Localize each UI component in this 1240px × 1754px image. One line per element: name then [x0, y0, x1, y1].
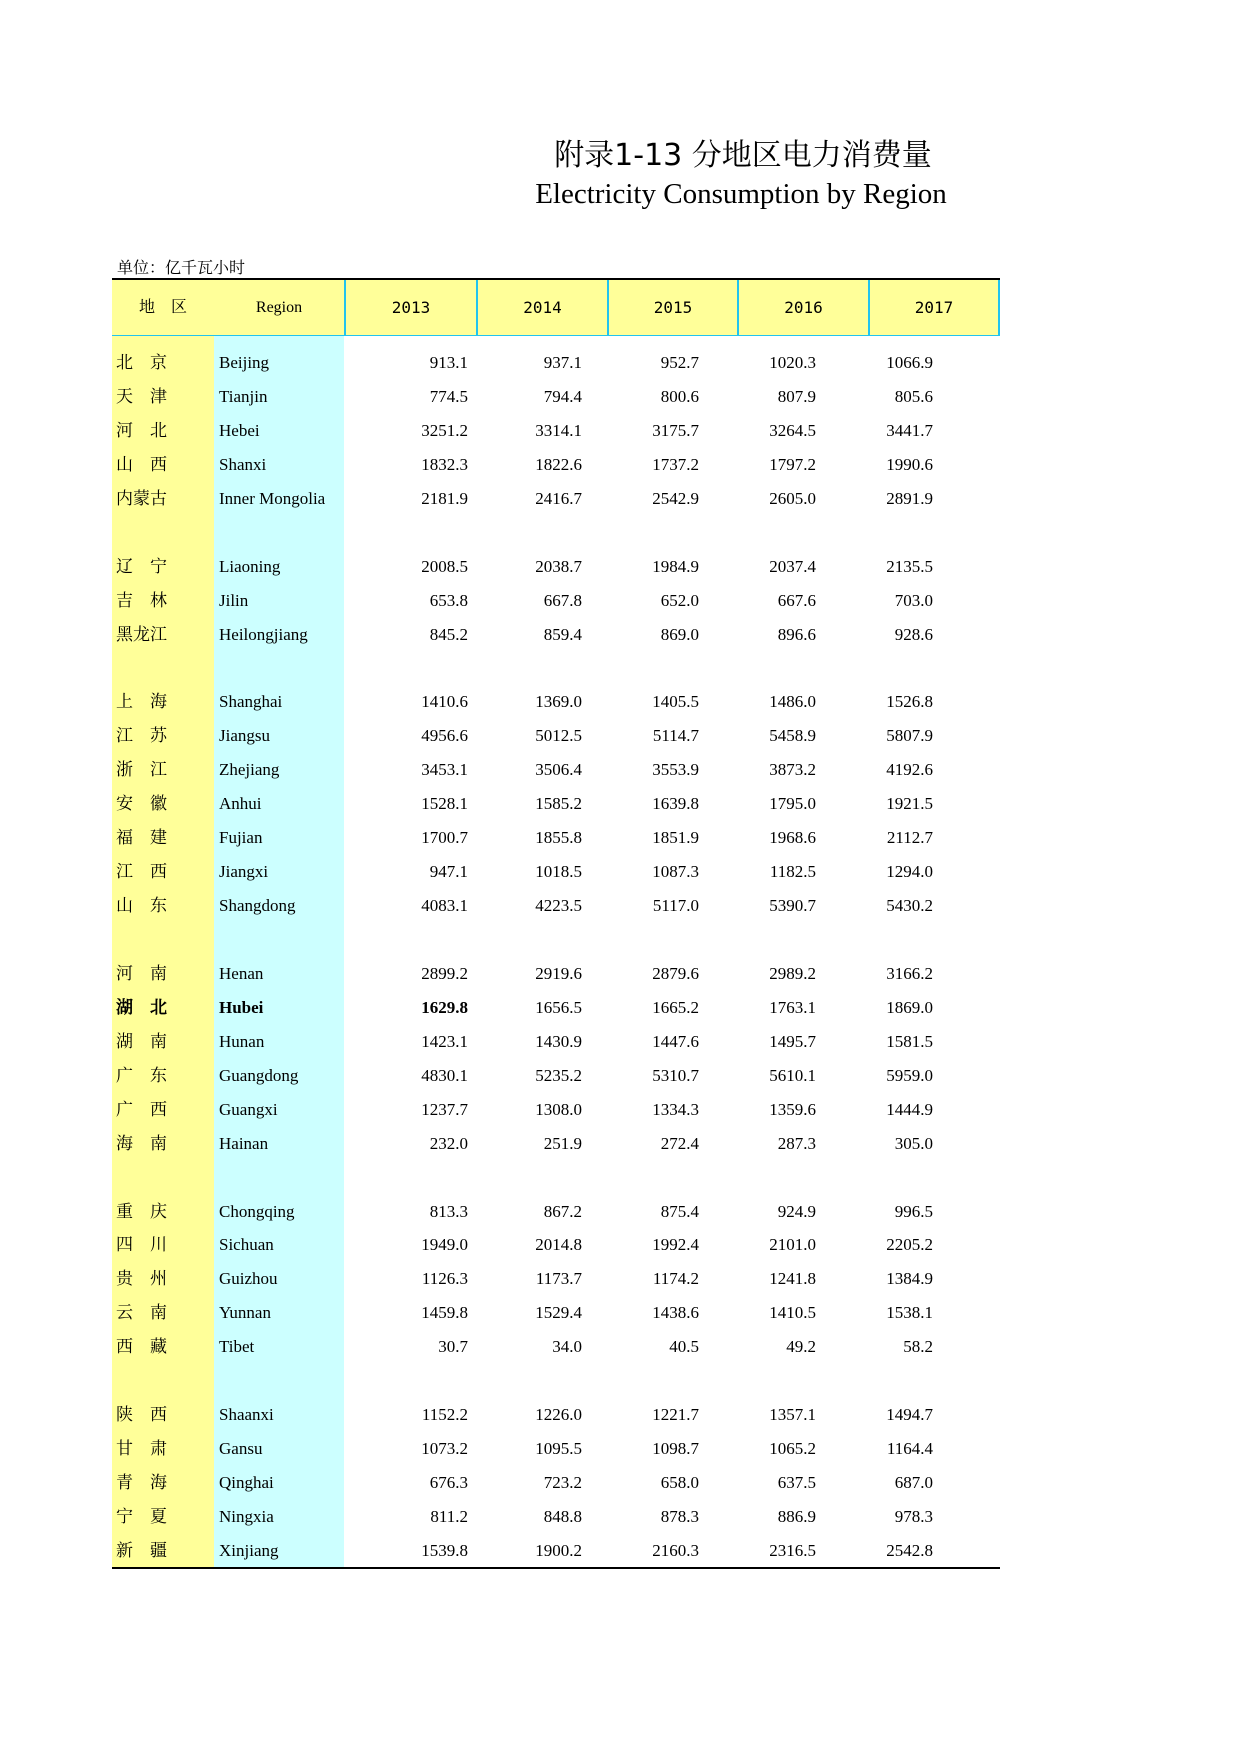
region-name-cn: 陕 西 — [116, 1405, 167, 1425]
value-2016: 1065.2 — [769, 1439, 816, 1459]
region-name-en: Tianjin — [219, 386, 268, 406]
value-2015: 1438.6 — [652, 1303, 699, 1323]
value-2017: 5807.9 — [886, 726, 933, 746]
region-name-en: Inner Mongolia — [219, 488, 326, 508]
table-row — [112, 346, 1000, 380]
value-2017: 687.0 — [894, 1473, 933, 1493]
value-2015: 1737.2 — [652, 454, 699, 474]
value-2016: 1797.2 — [769, 454, 816, 474]
value-2014: 1369.0 — [535, 692, 582, 712]
value-2017: 928.6 — [894, 624, 933, 644]
region-name-en: Heilongjiang — [219, 624, 308, 644]
table-row — [112, 753, 1000, 787]
value-2015: 272.4 — [660, 1133, 699, 1153]
region-name-cn: 湖 北 — [116, 997, 167, 1017]
region-name-cn: 青 海 — [116, 1473, 167, 1493]
value-2013: 2181.9 — [421, 488, 468, 508]
value-2014: 848.8 — [543, 1506, 582, 1526]
value-2017: 5959.0 — [886, 1065, 933, 1085]
value-2013: 4956.6 — [421, 726, 468, 746]
value-2015: 1405.5 — [652, 692, 699, 712]
region-name-cn: 北 京 — [116, 353, 167, 372]
value-2016: 1020.3 — [769, 353, 816, 372]
region-name-en: Shanxi — [219, 454, 267, 474]
region-name-cn: 重 庆 — [116, 1201, 167, 1221]
value-2016: 807.9 — [777, 386, 816, 406]
value-2016: 2037.4 — [769, 556, 816, 576]
region-name-en: Hebei — [219, 420, 260, 440]
region-name-cn: 云 南 — [116, 1303, 167, 1323]
region-name-en: Zhejiang — [219, 760, 280, 780]
value-2014: 4223.5 — [535, 896, 582, 916]
region-name-en: Fujian — [219, 828, 263, 848]
value-2016: 5458.9 — [769, 726, 816, 746]
value-2016: 3873.2 — [769, 760, 816, 780]
value-2017: 2112.7 — [886, 828, 933, 848]
region-name-en: Gansu — [219, 1439, 263, 1459]
value-2014: 937.1 — [543, 353, 582, 372]
region-name-en: Guizhou — [219, 1269, 278, 1289]
region-name-en: Xinjiang — [219, 1540, 279, 1560]
value-2015: 1098.7 — [652, 1439, 699, 1459]
value-2013: 30.7 — [438, 1337, 468, 1357]
value-2016: 1241.8 — [769, 1269, 816, 1289]
region-name-cn: 河 南 — [116, 963, 167, 983]
header-year-2014: 2014 — [476, 280, 607, 336]
value-2013: 3251.2 — [421, 420, 468, 440]
value-2013: 845.2 — [429, 624, 468, 644]
table-bottom-rule — [112, 1567, 1000, 1569]
value-2017: 4192.6 — [886, 760, 933, 780]
value-2016: 886.9 — [777, 1506, 816, 1526]
table-row — [112, 1195, 1000, 1229]
value-2017: 1444.9 — [886, 1099, 933, 1119]
value-2014: 3314.1 — [535, 420, 582, 440]
value-2013: 774.5 — [429, 386, 468, 406]
value-2014: 1018.5 — [535, 862, 582, 882]
value-2014: 34.0 — [552, 1337, 582, 1357]
header-year-2017: 2017 — [868, 280, 1000, 336]
header-year-2015: 2015 — [607, 280, 737, 336]
region-name-cn: 甘 肃 — [116, 1439, 167, 1459]
value-2016: 896.6 — [777, 624, 816, 644]
table-row — [112, 787, 1000, 821]
region-name-cn: 湖 南 — [116, 1031, 167, 1051]
value-2015: 40.5 — [669, 1337, 699, 1357]
value-2016: 3264.5 — [769, 420, 816, 440]
value-2015: 869.0 — [660, 624, 699, 644]
value-2017: 1538.1 — [886, 1303, 933, 1323]
value-2017: 805.6 — [894, 386, 933, 406]
region-name-cn: 吉 林 — [116, 590, 167, 610]
value-2014: 1308.0 — [535, 1099, 582, 1119]
value-2015: 652.0 — [660, 590, 699, 610]
value-2016: 49.2 — [786, 1337, 816, 1357]
value-2017: 1526.8 — [886, 692, 933, 712]
region-name-cn: 宁 夏 — [116, 1506, 167, 1526]
table-row — [112, 1500, 1000, 1534]
table-row — [112, 550, 1000, 584]
value-2016: 2316.5 — [769, 1540, 816, 1560]
table-row — [112, 889, 1000, 923]
value-2016: 1495.7 — [769, 1031, 816, 1051]
value-2013: 4830.1 — [421, 1065, 468, 1085]
table-header — [112, 278, 1000, 336]
region-name-cn: 海 南 — [116, 1133, 167, 1153]
value-2017: 996.5 — [894, 1201, 933, 1221]
region-name-en: Shangdong — [219, 896, 296, 916]
table-row — [112, 414, 1000, 448]
value-2014: 1095.5 — [535, 1439, 582, 1459]
region-name-cn: 山 西 — [116, 454, 167, 474]
value-2015: 1221.7 — [652, 1405, 699, 1425]
value-2016: 1357.1 — [769, 1405, 816, 1425]
value-2013: 1528.1 — [421, 794, 468, 814]
value-2016: 1795.0 — [769, 794, 816, 814]
table-row — [112, 685, 1000, 719]
value-2014: 2038.7 — [535, 556, 582, 576]
unit-label: 单位：亿千瓦小时 — [117, 260, 246, 277]
value-2015: 5310.7 — [652, 1065, 699, 1085]
value-2015: 952.7 — [660, 353, 699, 372]
region-name-en: Guangxi — [219, 1099, 278, 1119]
value-2015: 1334.3 — [652, 1099, 699, 1119]
value-2014: 5235.2 — [535, 1065, 582, 1085]
value-2015: 2879.6 — [652, 963, 699, 983]
region-name-en: Shanghai — [219, 692, 283, 712]
region-name-cn: 新 疆 — [116, 1540, 167, 1560]
value-2014: 1585.2 — [535, 794, 582, 814]
value-2015: 5114.7 — [652, 726, 699, 746]
region-name-en: Shaanxi — [219, 1405, 274, 1425]
value-2017: 703.0 — [894, 590, 933, 610]
value-2015: 2160.3 — [652, 1540, 699, 1560]
value-2015: 1174.2 — [652, 1269, 699, 1289]
value-2013: 1832.3 — [421, 454, 468, 474]
value-2014: 5012.5 — [535, 726, 582, 746]
page-title-chinese: 附录1-13 分地区电力消费量 — [554, 138, 932, 173]
table-row — [112, 1330, 1000, 1364]
value-2014: 1855.8 — [535, 828, 582, 848]
value-2017: 1869.0 — [886, 997, 933, 1017]
value-2013: 1152.2 — [421, 1405, 468, 1425]
value-2016: 1763.1 — [769, 997, 816, 1017]
value-2013: 1949.0 — [421, 1235, 468, 1255]
value-2017: 2542.8 — [886, 1540, 933, 1560]
value-2015: 1665.2 — [652, 997, 699, 1017]
value-2014: 867.2 — [543, 1201, 582, 1221]
region-cn-column-background — [112, 336, 214, 1568]
value-2016: 667.6 — [777, 590, 816, 610]
value-2014: 723.2 — [543, 1473, 582, 1493]
value-2017: 58.2 — [903, 1337, 933, 1357]
table-row — [112, 1262, 1000, 1296]
value-2015: 1984.9 — [652, 556, 699, 576]
value-2015: 1639.8 — [652, 794, 699, 814]
value-2015: 1992.4 — [652, 1235, 699, 1255]
page-title-english: Electricity Consumption by Region — [535, 178, 947, 210]
value-2016: 1410.5 — [769, 1303, 816, 1323]
value-2015: 875.4 — [660, 1201, 699, 1221]
region-name-cn: 西 藏 — [116, 1337, 167, 1357]
value-2017: 3441.7 — [886, 420, 933, 440]
table-row — [112, 1228, 1000, 1262]
region-name-cn: 河 北 — [116, 420, 167, 440]
value-2013: 1629.8 — [421, 997, 468, 1017]
region-name-cn: 辽 宁 — [116, 556, 167, 576]
value-2014: 3506.4 — [535, 760, 582, 780]
table-row — [112, 821, 1000, 855]
header-year-2016: 2016 — [737, 280, 868, 336]
value-2014: 2919.6 — [535, 963, 582, 983]
region-en-column-background — [214, 336, 344, 1568]
value-2015: 658.0 — [660, 1473, 699, 1493]
header-year-2013: 2013 — [344, 280, 476, 336]
value-2014: 859.4 — [543, 624, 582, 644]
value-2014: 794.4 — [543, 386, 582, 406]
value-2014: 1173.7 — [535, 1269, 582, 1289]
region-name-cn: 天 津 — [116, 386, 167, 406]
value-2014: 1226.0 — [535, 1405, 582, 1425]
region-name-cn: 贵 州 — [116, 1269, 167, 1289]
table-row — [112, 991, 1000, 1025]
value-2014: 1529.4 — [535, 1303, 582, 1323]
value-2014: 1900.2 — [535, 1540, 582, 1560]
table-row — [112, 855, 1000, 889]
value-2013: 2008.5 — [421, 556, 468, 576]
region-name-cn: 福 建 — [116, 828, 167, 848]
region-name-cn: 江 苏 — [116, 726, 167, 746]
region-name-cn: 山 东 — [116, 896, 167, 916]
value-2013: 3453.1 — [421, 760, 468, 780]
table-row — [112, 380, 1000, 414]
region-name-en: Beijing — [219, 353, 270, 372]
region-name-en: Sichuan — [219, 1235, 274, 1255]
value-2013: 676.3 — [429, 1473, 468, 1493]
table-row — [112, 1025, 1000, 1059]
value-2013: 813.3 — [429, 1201, 468, 1221]
value-2017: 305.0 — [894, 1133, 933, 1153]
value-2013: 1073.2 — [421, 1439, 468, 1459]
table-row — [112, 618, 1000, 652]
value-2016: 1359.6 — [769, 1099, 816, 1119]
value-2017: 1164.4 — [886, 1439, 933, 1459]
value-2013: 2899.2 — [421, 963, 468, 983]
value-2013: 811.2 — [430, 1506, 468, 1526]
value-2014: 1656.5 — [535, 997, 582, 1017]
value-2015: 878.3 — [660, 1506, 699, 1526]
value-2017: 2891.9 — [886, 488, 933, 508]
value-2017: 1581.5 — [886, 1031, 933, 1051]
region-name-en: Henan — [219, 963, 264, 983]
value-2013: 1237.7 — [421, 1099, 468, 1119]
region-name-en: Tibet — [219, 1337, 255, 1357]
value-2013: 947.1 — [429, 862, 468, 882]
value-2013: 653.8 — [429, 590, 468, 610]
region-name-cn: 上 海 — [116, 692, 167, 712]
value-2015: 3553.9 — [652, 760, 699, 780]
value-2014: 1430.9 — [535, 1031, 582, 1051]
region-name-en: Jilin — [219, 590, 249, 610]
table-row — [112, 448, 1000, 482]
value-2017: 2135.5 — [886, 556, 933, 576]
value-2015: 1851.9 — [652, 828, 699, 848]
value-2016: 287.3 — [777, 1133, 816, 1153]
value-2016: 5390.7 — [769, 896, 816, 916]
table-row — [112, 1059, 1000, 1093]
value-2013: 1410.6 — [421, 692, 468, 712]
table-row — [112, 1296, 1000, 1330]
value-2017: 5430.2 — [886, 896, 933, 916]
table-row — [112, 1093, 1000, 1127]
value-2017: 1294.0 — [886, 862, 933, 882]
region-name-en: Hunan — [219, 1031, 265, 1051]
header-region-cn: 地 区 — [138, 299, 187, 316]
value-2016: 924.9 — [777, 1201, 816, 1221]
value-2017: 1384.9 — [886, 1269, 933, 1289]
table-row — [112, 1466, 1000, 1500]
table-row — [112, 482, 1000, 516]
value-2017: 3166.2 — [886, 963, 933, 983]
table-row — [112, 1398, 1000, 1432]
region-name-cn: 黑龙江 — [116, 624, 167, 644]
region-name-en: Qinghai — [219, 1473, 274, 1493]
value-2016: 1486.0 — [769, 692, 816, 712]
value-2017: 1990.6 — [886, 454, 933, 474]
value-2016: 637.5 — [777, 1473, 816, 1493]
region-name-cn: 内蒙古 — [116, 488, 167, 508]
value-2016: 2989.2 — [769, 963, 816, 983]
value-2013: 1423.1 — [421, 1031, 468, 1051]
table-row — [112, 719, 1000, 753]
table-row — [112, 957, 1000, 991]
region-name-en: Jiangsu — [219, 726, 270, 746]
region-name-en: Anhui — [219, 794, 262, 814]
table-row — [112, 1534, 1000, 1568]
value-2013: 1700.7 — [421, 828, 468, 848]
region-name-cn: 浙 江 — [116, 760, 167, 780]
region-name-cn: 安 徽 — [116, 794, 167, 814]
value-2014: 2416.7 — [535, 488, 582, 508]
value-2015: 1087.3 — [652, 862, 699, 882]
value-2015: 5117.0 — [652, 896, 699, 916]
value-2014: 251.9 — [543, 1133, 582, 1153]
value-2015: 1447.6 — [652, 1031, 699, 1051]
table-row — [112, 1432, 1000, 1466]
value-2017: 1066.9 — [886, 353, 933, 372]
region-name-en: Ningxia — [219, 1506, 274, 1526]
region-name-cn: 四 川 — [116, 1235, 167, 1255]
value-2014: 2014.8 — [535, 1235, 582, 1255]
value-2016: 2101.0 — [769, 1235, 816, 1255]
value-2016: 5610.1 — [769, 1065, 816, 1085]
value-2013: 1459.8 — [421, 1303, 468, 1323]
value-2016: 2605.0 — [769, 488, 816, 508]
header-region-en: Region — [255, 299, 303, 316]
table-row — [112, 584, 1000, 618]
region-name-en: Hainan — [219, 1133, 269, 1153]
value-2013: 913.1 — [429, 353, 468, 372]
value-2017: 1921.5 — [886, 794, 933, 814]
value-2013: 1539.8 — [421, 1540, 468, 1560]
value-2013: 232.0 — [429, 1133, 468, 1153]
value-2017: 2205.2 — [886, 1235, 933, 1255]
region-name-cn: 江 西 — [116, 862, 167, 882]
region-name-en: Chongqing — [219, 1201, 295, 1221]
value-2014: 667.8 — [543, 590, 582, 610]
region-name-cn: 广 西 — [116, 1099, 167, 1119]
value-2017: 978.3 — [894, 1506, 933, 1526]
region-name-en: Jiangxi — [219, 862, 269, 882]
value-2017: 1494.7 — [886, 1405, 933, 1425]
value-2015: 2542.9 — [652, 488, 699, 508]
value-2015: 800.6 — [660, 386, 699, 406]
value-2013: 4083.1 — [421, 896, 468, 916]
value-2014: 1822.6 — [535, 454, 582, 474]
value-2016: 1182.5 — [769, 862, 816, 882]
region-name-en: Hubei — [219, 997, 264, 1017]
region-name-en: Guangdong — [219, 1065, 299, 1085]
value-2013: 1126.3 — [421, 1269, 468, 1289]
value-2016: 1968.6 — [769, 828, 816, 848]
region-name-cn: 广 东 — [116, 1065, 167, 1085]
region-name-en: Yunnan — [219, 1303, 271, 1323]
table-row — [112, 1127, 1000, 1161]
region-name-en: Liaoning — [219, 556, 281, 576]
value-2015: 3175.7 — [652, 420, 699, 440]
